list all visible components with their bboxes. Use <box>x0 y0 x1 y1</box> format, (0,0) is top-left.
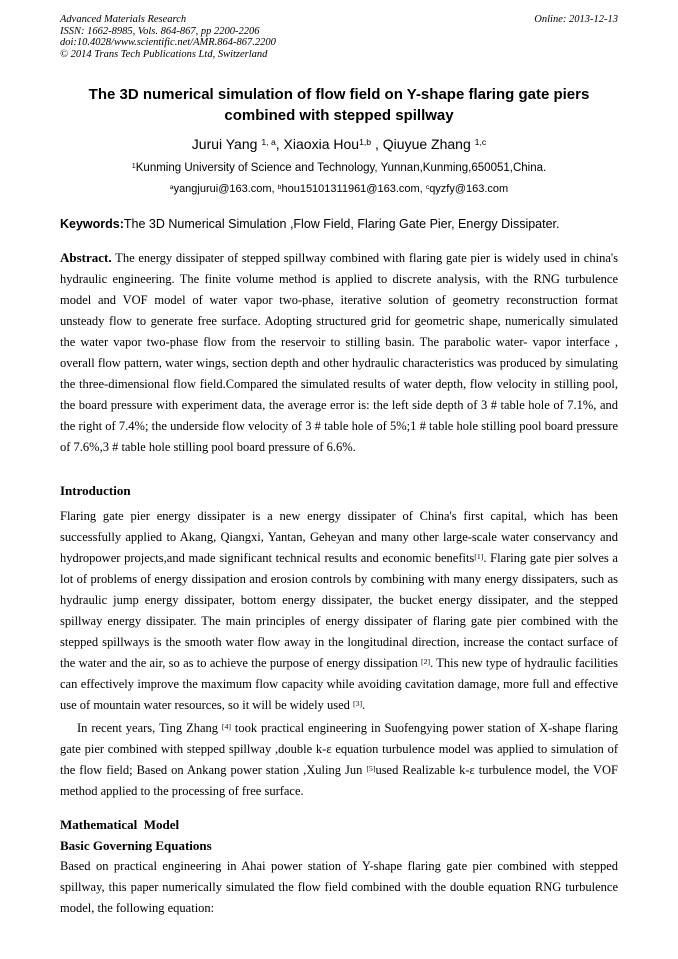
keywords-label: Keywords: <box>60 217 124 231</box>
doi-line: doi:10.4028/www.scientific.net/AMR.864-867.2200 <box>60 37 276 48</box>
keywords-text: The 3D Numerical Simulation ,Flow Field, Flaring Gate Pier, Energy Dissipater. <box>123 217 560 231</box>
intro-paragraph-2: In recent years, Ting Zhang [4] took practical engineering in Suofengying power station of X-shape flaring gate pier combined with stepped spillway ,double k-ε equation turbulence model was applied to simulation of the flow field; Based on Ankang power station ,Xuling Jun [5]used Realizable k-ε turbulence model, the VOF method applied to the processing of free surface. <box>60 721 618 798</box>
abstract-paragraph <box>60 247 618 458</box>
math-model-paragraph: Based on practical engineering in Ahai power station of Y-shape flaring gate pier combined with stepped spillway, this paper numerically simulated the flow field combined with the double equation RNG turbulence model, the following equation: <box>60 859 618 915</box>
journal-header <box>60 14 618 60</box>
keywords-line <box>60 216 618 232</box>
section-heading-mathematical-model: Mathematical Model <box>60 817 180 832</box>
affiliation-line: $^1$Kunming University of Science and Technology, Yunnan,Kunming,650051,China. <box>131 161 547 174</box>
journal-name: Advanced Materials Research <box>60 14 187 25</box>
paper-title: The 3D numerical simulation of flow field on Y-shape flaring gate piers combined with stepped spillway <box>88 86 590 124</box>
section-heading-basic-governing-equations: Basic Governing Equations <box>60 838 212 853</box>
abstract-label: Abstract. <box>60 250 112 265</box>
online-date: Online: 2013-12-13 <box>534 14 618 25</box>
issn-line: ISSN: 1662-8985, Vols. 864-867, pp 2200-2206 <box>60 25 260 37</box>
abstract-text: The energy dissipater of stepped spillway combined with flaring gate pier is widely used in china's hydraulic engineering. The finite volume method is applied to discrete analysis, with the RNG turbulence model and VOF model of water vapor two-phase, iterative solution of geometry reconstruction format unsteady flow to generate free surface. Adopting structured grid for geometric shape, numerically simulated the water vapor two-phase flow from the reservoir to stilling basin. The parabolic water- vapor interface , overall flow pattern, water wings, section depth and other hydraulic characteristics was produced by simulating the three-dimensional flow field.Compared the simulated results of water depth, flow velocity in stilling pool, the board pressure with experiment data, the average error is: the left side depth of 3 # table hole of 7.1%, and the right of 7.4%; the underside flow velocity of 3 # table hole of 5%;1 # table hole stilling pool board pressure of 7.6%,3 # table hole stilling pool board pressure of 6.6%. <box>60 251 618 454</box>
section-heading-introduction: Introduction <box>60 483 131 498</box>
emails-line: $^a$yangjurui@163.com, $^b$hou15101311961@163.com, $^c$qyzfy@163.com <box>169 183 509 195</box>
copyright-line: © 2014 Trans Tech Publications Ltd, Switzerland <box>60 48 268 60</box>
journal-header-left <box>60 14 276 60</box>
authors-line: Jurui Yang $^{1, a}$, Xiaoxia Hou$^{1,b}$ , Qiuyue Zhang $^{1,c}$ <box>191 136 487 152</box>
intro-paragraph-1: Flaring gate pier energy dissipater is a new energy dissipater of China's first capital, which has been successfully applied to Akang, Qiangxi, Yantan, Geheyan and many other large-scale water conservancy and hydropower projects,and made significant technical results and economic benefits[1]. Flaring gate pier solves a lot of problems of energy dissipation and erosion controls by combining with many energy dissipaters, such as hydraulic jump energy dissipater, bottom energy dissipater, the bucket energy dissipater, and the stepped spillway energy dissipater. The main principles of energy dissipater of flaring gate pier combined with the stepped spillways is the smooth water flow away in the longitudinal direction, increase the contact surface of the water and the air, so as to achieve the purpose of energy dissipation [2]. This new type of hydraulic facilities can effectively improve the maximum flow capacity while avoiding cavitation damage, more full and effective use of mountain water resources, so it will be widely used [3]. <box>60 509 618 712</box>
